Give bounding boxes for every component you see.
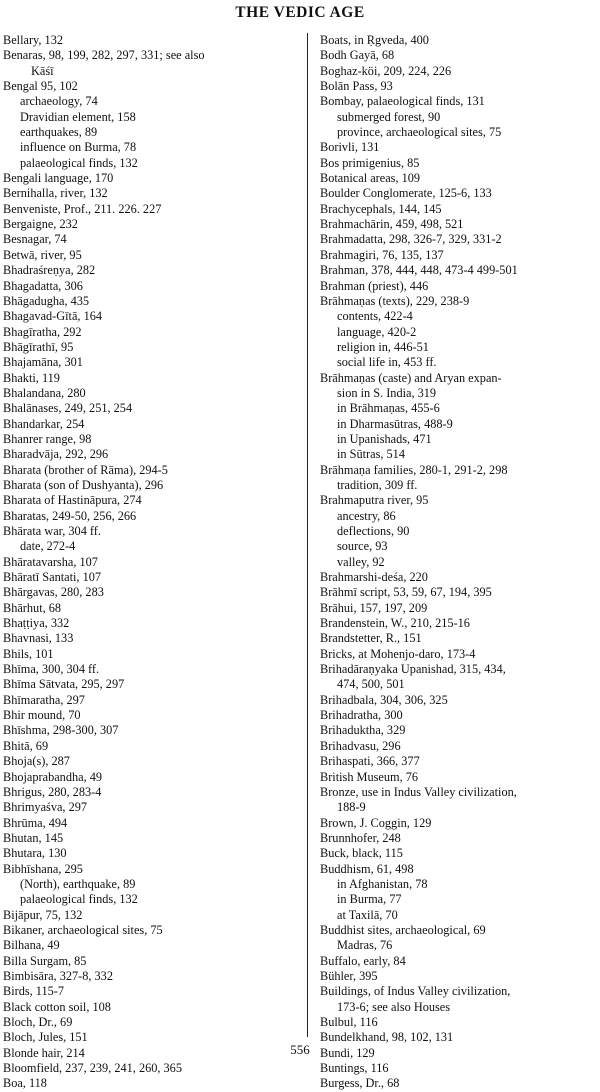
index-subentry: province, archaeological sites, 75 xyxy=(337,125,502,140)
index-entry: Bhāgīrathī, 95 xyxy=(3,339,74,354)
index-entry: Besnagar, 74 xyxy=(3,232,67,247)
index-entry: Brihadratha, 300 xyxy=(320,708,403,723)
index-subentry: source, 93 xyxy=(337,539,388,554)
index-entry: Boghaz-köi, 209, 224, 226 xyxy=(320,63,452,78)
index-entry: Bhutan, 145 xyxy=(3,830,64,845)
index-entry: Bhalandana, 280 xyxy=(3,385,86,400)
index-entry: Bhaṭṭiya, 332 xyxy=(3,616,70,631)
column-divider xyxy=(307,33,308,1037)
index-entry: Brihaspati, 366, 377 xyxy=(320,754,420,769)
index-subentry: ancestry, 86 xyxy=(337,508,396,523)
index-subentry: earthquakes, 89 xyxy=(20,125,98,140)
index-entry: Bundi, 129 xyxy=(320,1045,375,1060)
index-entry: Bloch, Dr., 69 xyxy=(3,1015,73,1029)
index-entry: Blonde hair, 214 xyxy=(3,1045,85,1060)
index-entry: Bhajamāna, 301 xyxy=(3,355,83,370)
index-entry: Brihadbala, 304, 306, 325 xyxy=(320,692,448,707)
index-subentry: in Sūtras, 514 xyxy=(337,447,405,462)
index-entry: Bhojaprabandha, 49 xyxy=(3,769,103,784)
index-entry: Birds, 115-7 xyxy=(3,984,65,999)
index-entry: Brahmagiri, 76, 135, 137 xyxy=(320,247,444,262)
index-entry: Benaras, 98, 199, 282, 297, 331; see also xyxy=(3,48,205,63)
index-entry: Brāhmaṇa families, 280-1, 291-2, 298 xyxy=(320,462,508,477)
index-subentry: valley, 92 xyxy=(337,554,385,569)
index-subentry: Madras, 76 xyxy=(337,938,393,953)
index-entry: Brahmadatta, 298, 326-7, 329, 331-2 xyxy=(320,232,502,247)
index-subentry: sion in S. India, 319 xyxy=(337,385,437,400)
index-entry: Bhāgadugha, 435 xyxy=(3,293,90,308)
index-entry: Bhir mound, 70 xyxy=(3,708,81,723)
index-entry: Bharata (brother of Rāma), 294-5 xyxy=(3,462,168,477)
index-entry: Bhanrer range, 98 xyxy=(3,431,92,446)
index-entry: Botanical areas, 109 xyxy=(320,171,421,186)
index-entry: Buck, black, 115 xyxy=(320,846,403,861)
index-entry: Bodh Gayā, 68 xyxy=(320,48,395,63)
index-entry: Brahmarshi-deśa, 220 xyxy=(320,570,428,585)
index-subentry: 173-6; see also Houses xyxy=(337,999,451,1014)
index-entry: Bharadvāja, 292, 296 xyxy=(3,447,109,462)
index-column-left xyxy=(3,33,297,1092)
index-entry: Brāhmaṇas (texts), 229, 238-9 xyxy=(320,293,470,308)
index-entry: Bijāpur, 75, 132 xyxy=(3,907,83,922)
index-entry: Buffalo, early, 84 xyxy=(320,953,406,968)
index-entry: Bricks, at Mohenjo-daro, 173-4 xyxy=(320,646,476,661)
index-entry: Bibhīshana, 295 xyxy=(3,861,83,876)
index-entry: Bhīmaratha, 297 xyxy=(3,692,85,707)
index-entry: Bos primigenius, 85 xyxy=(320,155,420,170)
index-subentry: tradition, 309 ff. xyxy=(337,477,418,492)
index-entry: Bernihalla, river, 132 xyxy=(3,186,108,201)
index-subentry: religion in, 446-51 xyxy=(337,339,429,354)
index-entry: Bhagavad-Gītā, 164 xyxy=(3,309,103,324)
index-entry: Bhīma Sātvata, 295, 297 xyxy=(3,677,125,692)
index-subentry: contents, 422-4 xyxy=(337,309,413,324)
index-entry: British Museum, 76 xyxy=(320,769,419,784)
index-subentry: at Taxilā, 70 xyxy=(337,907,398,922)
index-entry: Bhārata war, 304 ff. xyxy=(3,524,101,538)
index-entry: Buddhism, 61, 498 xyxy=(320,861,414,876)
index-entry: Bhrimyaśva, 297 xyxy=(3,800,88,815)
index-entry: Bundelkhand, 98, 102, 131 xyxy=(320,1030,454,1045)
index-entry: Bühler, 395 xyxy=(320,968,378,983)
index-entry: Bhitā, 69 xyxy=(3,738,49,753)
index-entry: Bergaigne, 232 xyxy=(3,217,78,232)
index-entry: Billa Surgam, 85 xyxy=(3,953,87,968)
index-entry: Bhrigus, 280, 283-4 xyxy=(3,784,102,799)
index-entry: Buddhist sites, archaeological, 69 xyxy=(320,922,486,937)
index-subentry: 474, 500, 501 xyxy=(337,677,405,692)
index-subentry: Dravidian element, 158 xyxy=(20,109,136,124)
index-entry: Bhagīratha, 292 xyxy=(3,324,82,339)
index-subentry: palaeological finds, 132 xyxy=(20,155,138,170)
index-subentry: in Burma, 77 xyxy=(337,892,402,907)
index-subentry: (North), earthquake, 89 xyxy=(20,876,136,891)
index-entry: Brahman (priest), 446 xyxy=(320,278,429,293)
index-subentry: social life in, 453 ff. xyxy=(337,355,437,370)
index-entry: Boats, in Ṛgveda, 400 xyxy=(320,33,429,47)
index-subentry: in Brāhmaṇas, 455-6 xyxy=(337,401,440,416)
index-subentry: deflections, 90 xyxy=(337,524,410,538)
index-subentry: palaeological finds, 132 xyxy=(20,892,138,907)
index-entry: Buildings, of Indus Valley civilization, xyxy=(320,984,511,999)
index-entry: Bhoja(s), 287 xyxy=(3,754,70,769)
index-entry: Bhandarkar, 254 xyxy=(3,416,85,431)
index-entry: Bronze, use in Indus Valley civilization, xyxy=(320,784,517,799)
index-entry: Brihadvasu, 296 xyxy=(320,738,401,753)
index-entry: Borivli, 131 xyxy=(320,140,380,155)
index-subentry: Kāśī xyxy=(31,63,54,78)
index-entry: Brāhui, 157, 197, 209 xyxy=(320,600,428,615)
index-subentry: in Dharmasūtras, 488-9 xyxy=(337,416,453,431)
page-number: 556 xyxy=(290,1042,310,1057)
index-entry: Bengali language, 170 xyxy=(3,171,114,186)
index-entry: Betwā, river, 95 xyxy=(3,247,82,262)
index-subentry: in Upanishads, 471 xyxy=(337,431,432,446)
index-entry: Bhīshma, 298-300, 307 xyxy=(3,723,119,738)
index-entry: Brandstetter, R., 151 xyxy=(320,631,422,646)
index-entry: Brahmaputra river, 95 xyxy=(320,493,429,508)
index-entry: Bloch, Jules, 151 xyxy=(3,1030,88,1045)
index-entry: Bhakti, 119 xyxy=(3,370,60,385)
index-entry: Bulbul, 116 xyxy=(320,1015,378,1029)
index-entry: Brown, J. Coggin, 129 xyxy=(320,815,432,830)
index-entry: Bellary, 132 xyxy=(3,33,63,47)
index-entry: Bimbisāra, 327-8, 332 xyxy=(3,968,113,983)
index-subentry: submerged forest, 90 xyxy=(337,109,441,124)
index-entry: Brihadāraṇyaka Upanishad, 315, 434, xyxy=(320,662,506,677)
index-entry: Bhagadatta, 306 xyxy=(3,278,83,293)
index-entry: Bombay, palaeological finds, 131 xyxy=(320,94,485,109)
index-entry: Bhadraśreṇya, 282 xyxy=(3,263,96,278)
index-entry: Bharatas, 249-50, 256, 266 xyxy=(3,508,137,523)
index-entry: Bloomfield, 237, 239, 241, 260, 365 xyxy=(3,1061,182,1076)
running-header: THE VEDIC AGE xyxy=(235,4,365,21)
index-entry: Bhavnasi, 133 xyxy=(3,631,74,646)
index-entry: Bhāratavarsha, 107 xyxy=(3,554,98,569)
index-entry: Brandenstein, W., 210, 215-16 xyxy=(320,616,470,631)
index-entry: Bhāratī Santati, 107 xyxy=(3,570,102,585)
index-entry: Bhrūma, 494 xyxy=(3,815,68,830)
index-subentry: in Afghanistan, 78 xyxy=(337,876,428,891)
index-entry: Bhīma, 300, 304 ff. xyxy=(3,662,100,677)
index-entry: Buntings, 116 xyxy=(320,1061,389,1076)
index-subentry: language, 420-2 xyxy=(337,324,417,339)
index-entry: Bengal 95, 102 xyxy=(3,79,78,94)
index-entry: Bhutara, 130 xyxy=(3,846,67,861)
index-entry: Black cotton soil, 108 xyxy=(3,999,111,1014)
index-entry: Brahman, 378, 444, 448, 473-4 499-501 xyxy=(320,263,518,278)
index-column-right xyxy=(320,33,598,1092)
index-entry: Bhārgavas, 280, 283 xyxy=(3,585,104,600)
index-entry: Boa, 118 xyxy=(3,1076,47,1091)
index-entry: Burgess, Dr., 68 xyxy=(320,1076,400,1091)
index-entry: Brāhmaṇas (caste) and Aryan expan- xyxy=(320,370,502,385)
index-subentry: date, 272-4 xyxy=(20,539,76,554)
index-entry: Brachycephals, 144, 145 xyxy=(320,201,442,216)
index-entry: Bhils, 101 xyxy=(3,646,54,661)
index-entry: Bhārhut, 68 xyxy=(3,600,62,615)
index-entry: Brihaduktha, 329 xyxy=(320,723,406,738)
index-entry: Boulder Conglomerate, 125-6, 133 xyxy=(320,186,492,201)
index-entry: Brahmachārin, 459, 498, 521 xyxy=(320,217,464,232)
index-entry: Brunnhofer, 248 xyxy=(320,830,401,845)
index-entry: Bharata (son of Dushyanta), 296 xyxy=(3,477,164,492)
index-entry: Benveniste, Prof., 211. 226. 227 xyxy=(3,201,162,216)
index-entry: Brāhmī script, 53, 59, 67, 194, 395 xyxy=(320,585,492,600)
index-entry: Bhalānases, 249, 251, 254 xyxy=(3,401,133,416)
index-subentry: influence on Burma, 78 xyxy=(20,140,137,155)
index-entry: Bolān Pass, 93 xyxy=(320,79,393,94)
index-entry: Bilhana, 49 xyxy=(3,938,60,953)
index-entry: Bharata of Hastināpura, 274 xyxy=(3,493,142,508)
index-entry: Bikaner, archaeological sites, 75 xyxy=(3,922,163,937)
index-subentry: archaeology, 74 xyxy=(20,94,98,109)
index-subentry: 188-9 xyxy=(337,800,366,815)
